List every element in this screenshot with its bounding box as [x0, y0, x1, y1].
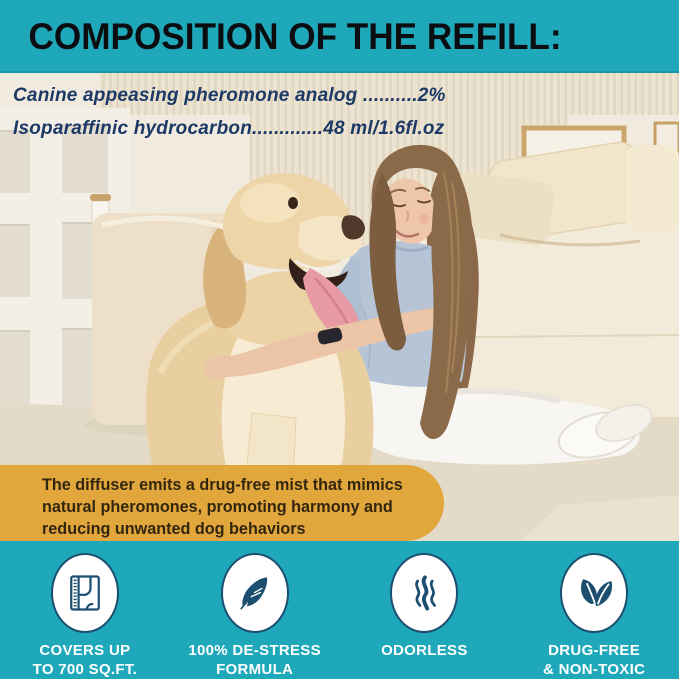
header-band: [0, 0, 679, 73]
lifestyle-photo: [0, 73, 679, 541]
feature-strip: [0, 541, 679, 679]
feature-label: 100% DE-STRESS FORMULA: [188, 642, 321, 678]
feature-label: DRUG-FREE & NON-TOXIC: [543, 642, 646, 678]
feature-drugfree: [543, 553, 645, 679]
feature-destress: [188, 553, 321, 679]
feature-label: COVERS UP TO 700 SQ.FT.: [32, 642, 138, 678]
dog-eye: [288, 197, 298, 209]
composition-line-1: Canine appeasing pheromone analog ..........2%: [13, 85, 446, 106]
feature-circle: [51, 553, 119, 633]
feature-label: ODORLESS: [381, 642, 468, 659]
benefit-banner: [0, 465, 444, 541]
feather-icon: [233, 571, 277, 615]
feature-odorless: [381, 553, 468, 661]
page-title: COMPOSITION OF THE REFILL:: [28, 15, 562, 57]
leaves-icon: [572, 571, 616, 615]
odor-waves-icon: [402, 571, 446, 615]
floor-plan-icon: [63, 571, 107, 615]
feature-circle: [390, 553, 458, 633]
feature-circle: [221, 553, 289, 633]
composition-list: [13, 79, 446, 145]
feature-coverage: [33, 553, 138, 679]
composition-line-2: Isoparaffinic hydrocarbon.............48 ml/1.6fl.oz: [13, 118, 445, 139]
feature-circle: [560, 553, 628, 633]
banner-line-3: reducing unwanted dog behaviors: [42, 520, 306, 539]
banner-line-2: natural pheromones, promoting harmony and: [42, 498, 393, 517]
banner-line-1: The diffuser emits a drug-free mist that mimics: [42, 476, 403, 494]
